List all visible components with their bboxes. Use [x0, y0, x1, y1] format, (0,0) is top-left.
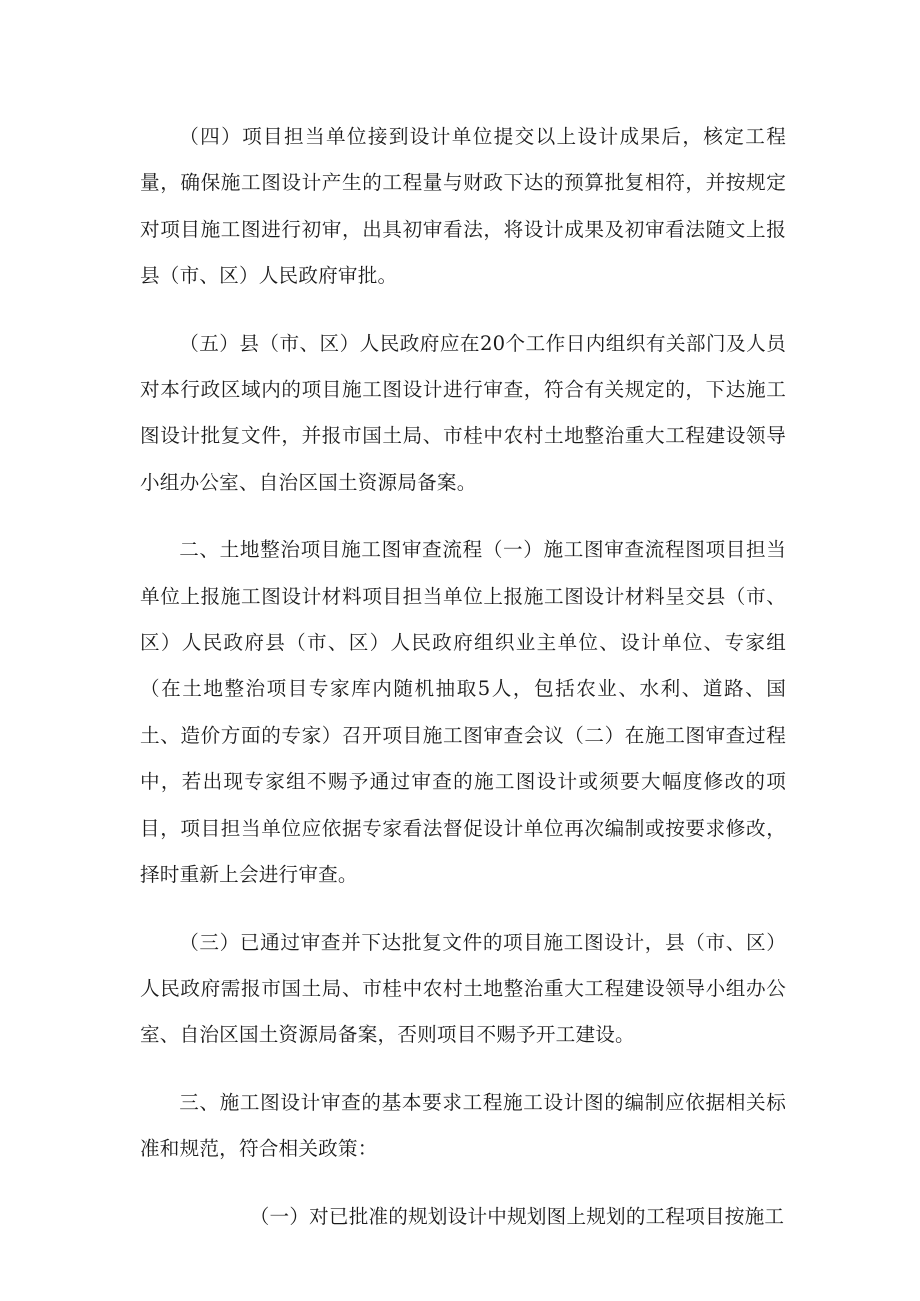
paragraph-4: （四）项目担当单位接到设计单位提交以上设计成果后，核定工程量，确保施工图设计产生的工程量与财政下达的预算批复相符，并按规定对项目施工图进行初审，出具初审看法，将设计成果及初审看法随文上报县（市、区）人民政府审批。 — [140, 125, 786, 288]
document-body — [140, 114, 786, 1240]
section-3-item-1: （一）对已批准的规划设计中规划图上规划的工程项目按施工 — [249, 1204, 785, 1228]
paragraph-5: （五）县（市、区）人民政府应在20个工作日内组织有关部门及人员对本行政区域内的项目施工图设计进行审查，符合有关规定的，下达施工图设计批复文件，并报市国土局、市桂中农村土地整治重大工程建设领导小组办公室、自治区国土资源局备案。 — [140, 331, 786, 494]
section-2-paragraph: 二、土地整治项目施工图审查流程（一）施工图审查流程图项目担当单位上报施工图设计材料项目担当单位上报施工图设计材料呈交县（市、区）人民政府县（市、区）人民政府组织业主单位、设计单位、专家组（在土地整治项目专家库内随机抽取5人，包括农业、水利、道路、国土、造价方面的专家）召开项目施工图审查会议（二）在施工图审查过程中，若出现专家组不赐予通过审查的施工图设计或须要大幅度修改的项目，项目担当单位应依据专家看法督促设计单位再次编制或按要求修改，择时重新上会进行审查。 — [140, 538, 786, 887]
section-3-paragraph: 三、施工图设计审查的基本要求工程施工设计图的编制应依据相关标准和规范，符合相关政策： — [140, 1090, 786, 1161]
section-2-item-3: （三）已通过审查并下达批复文件的项目施工图设计，县（市、区）人民政府需报市国土局、市桂中农村土地整治重大工程建设领导小组办公室、自治区国土资源局备案，否则项目不赐予开工建设。 — [140, 930, 786, 1047]
